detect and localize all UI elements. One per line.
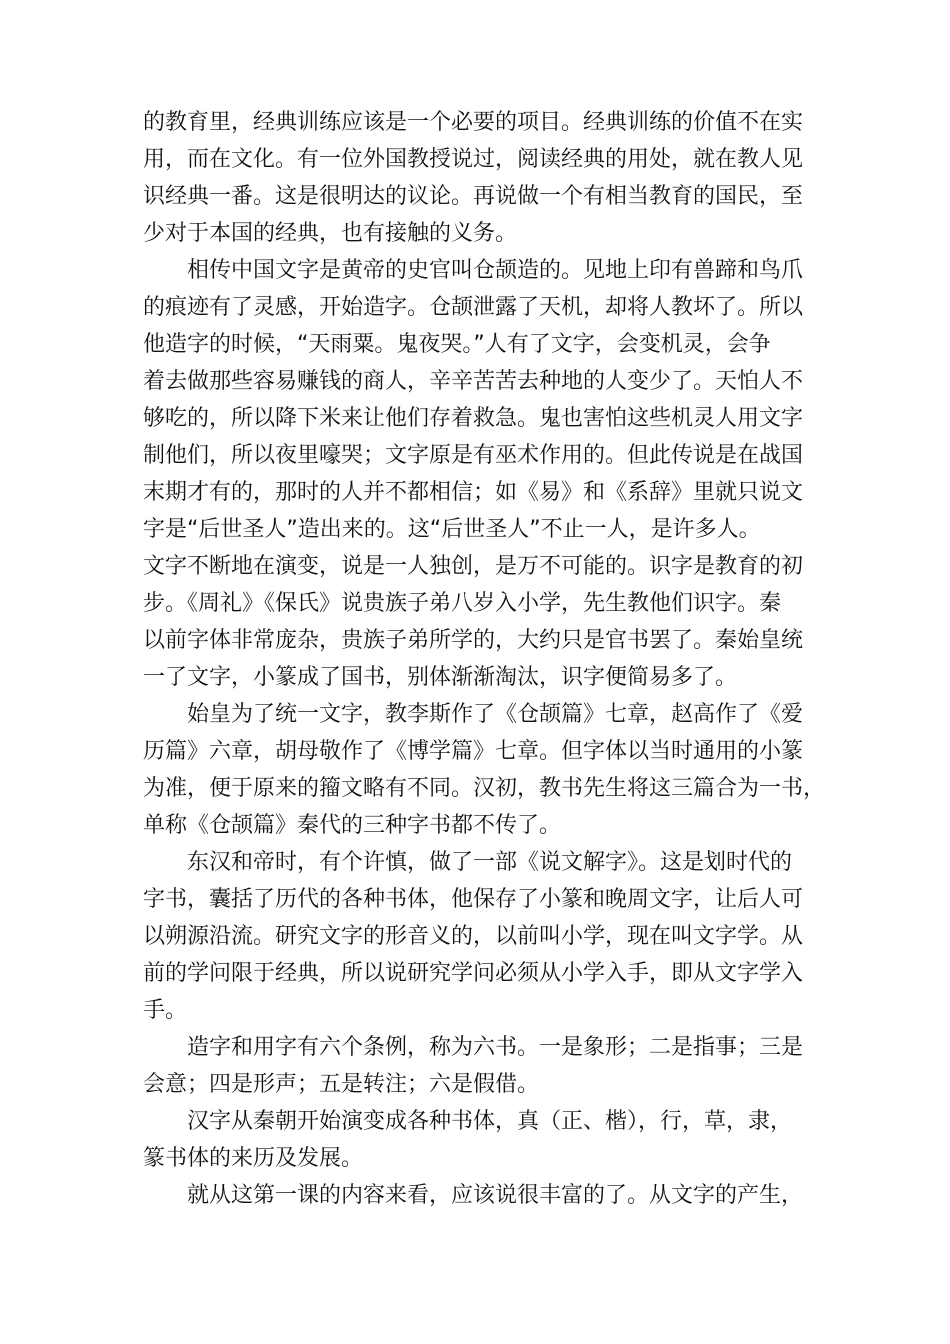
paragraph-6 [143, 1103, 815, 1177]
text-line: 东汉和帝时，有个许慎，做了一部《说文解字》。这是划时代的 [187, 850, 793, 875]
text-line: 历篇》六章，胡母敬作了《博学篇》七章。但字体以当时通用的小篆 [143, 739, 804, 764]
text-line: 字是“后世圣人”造出来的。这“后世圣人”不止一人，是许多人。 [143, 517, 761, 542]
text-line: 以前字体非常庞杂，贵族子弟所学的，大约只是官书罢了。秦始皇统 [143, 628, 804, 653]
text-line: 汉字从秦朝开始演变成各种书体，真（正、楷），行，草，隶， [187, 1109, 793, 1134]
text-line: 相传中国文字是黄帝的史官叫仓颉造的。见地上印有兽蹄和鸟爪 [187, 258, 804, 283]
text-line: 少对于本国的经典，也有接触的义务。 [143, 221, 518, 246]
paragraph-1 [143, 104, 815, 252]
text-line: 会意；四是形声；五是转注；六是假借。 [143, 1072, 540, 1097]
text-line: 一了文字，小篆成了国书，别体渐渐淘汰，识字便简易多了。 [143, 665, 738, 690]
text-line: 文字不断地在演变，说是一人独创，是万不可能的。识字是教育的初 [143, 554, 804, 579]
paragraph-3 [143, 696, 826, 844]
paragraph-7 [143, 1177, 815, 1214]
paragraph-4 [143, 844, 815, 1029]
text-line: 识经典一番。这是很明达的议论。再说做一个有相当教育的国民，至 [143, 184, 804, 209]
text-line: 字书，囊括了历代的各种书体，他保存了小篆和晚周文字，让后人可 [143, 887, 804, 912]
text-line: 手。 [143, 998, 188, 1023]
text-line: 制他们，所以夜里嚎哭；文字原是有巫术作用的。但此传说是在战国 [143, 443, 804, 468]
paragraph-2 [143, 252, 815, 696]
text-line: 的痕迹有了灵感，开始造字。仓颉泄露了天机，却将人教坏了。所以 [143, 295, 804, 320]
text-line: 篆书体的来历及发展。 [143, 1146, 364, 1171]
text-line: 的教育里，经典训练应该是一个必要的项目。经典训练的价值不在实 [143, 110, 804, 135]
text-line: 单称《仓颉篇》秦代的三种字书都不传了。 [143, 813, 562, 838]
document-body [143, 104, 826, 1214]
text-line: 着去做那些容易赚钱的商人，辛辛苦苦去种地的人变少了。天怕人不 [143, 369, 804, 394]
text-line: 始皇为了统一文字，教李斯作了《仓颉篇》七章，赵高作了《爱 [187, 702, 804, 727]
paragraph-5 [143, 1029, 815, 1103]
text-line: 步。《周礼》《保氏》说贵族子弟八岁入小学，先生教他们识字。秦 [143, 591, 782, 616]
text-line: 用，而在文化。有一位外国教授说过，阅读经典的用处，就在教人见 [143, 147, 804, 172]
text-line: 以朔源沿流。研究文字的形音义的，以前叫小学，现在叫文字学。从 [143, 924, 804, 949]
text-line: 造字和用字有六个条例，称为六书。一是象形；二是指事；三是 [187, 1035, 804, 1060]
text-line: 他造字的时候，“天雨粟。鬼夜哭。”人有了文字，会变机灵，会争 [143, 332, 771, 357]
text-line: 末期才有的，那时的人并不都相信；如《易》和《系辞》里就只说文 [143, 480, 804, 505]
text-line: 为准，便于原来的籀文略有不同。汉初，教书先生将这三篇合为一书， [143, 776, 826, 801]
text-line: 就从这第一课的内容来看，应该说很丰富的了。从文字的产生， [187, 1183, 804, 1208]
text-line: 前的学问限于经典，所以说研究学问必须从小学入手，即从文字学入 [143, 961, 804, 986]
text-line: 够吃的，所以降下米来让他们存着救急。鬼也害怕这些机灵人用文字 [143, 406, 804, 431]
